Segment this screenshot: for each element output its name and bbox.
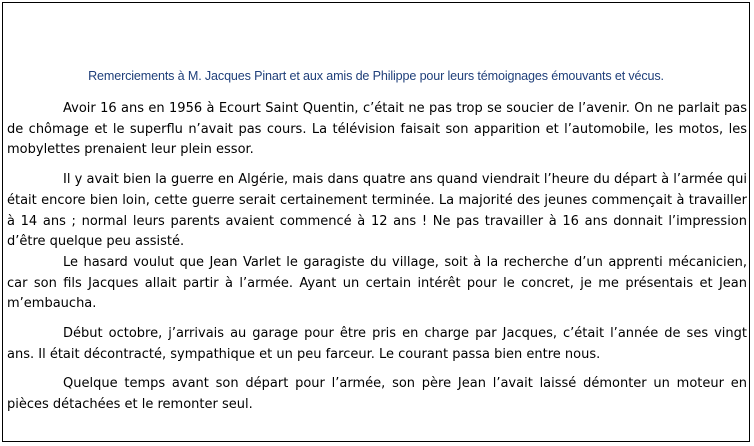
text-box — [2, 2, 750, 442]
document-body — [7, 99, 747, 416]
paragraph: Avoir 16 ans en 1956 à Ecourt Saint Quentin, c’était ne pas trop se soucier de l’avenir. On ne parlait pas de chômage et le superflu n’avait pas cours. La télévision faisait son apparition et l’automobile, les motos, les mobylettes prenaient leur plein essor. — [7, 101, 747, 158]
paragraph: Quelque temps avant son départ pour l’armée, son père Jean l’avait laissé démonter un moteur en pièces détachées et le remonter seul. — [7, 376, 747, 413]
document-heading: Remerciements à M. Jacques Pinart et aux amis de Philippe pour leurs témoignages émouvants et vécus. — [88, 69, 664, 83]
paragraph: Il y avait bien la guerre en Algérie, mais dans quatre ans quand viendrait l’heure du départ à l’armée qui était encore bien loin, cette guerre serait certainement terminée. La majorité des jeunes commençait à travailler à 14 ans ; normal leurs parents avaient commencé à 12 ans ! Ne pas travailler à 16 ans donnait l’impression d’être quelque peu assisté. — [7, 172, 747, 250]
paragraph: Début octobre, j’arrivais au garage pour être pris en charge par Jacques, c’était l’année de ses vingt ans. Il était décontracté, sympathique et un peu farceur. Le courant passa bien entre nous. — [7, 326, 747, 362]
paragraph: Le hasard voulut que Jean Varlet le garagiste du village, soit à la recherche d’un apprenti mécanicien, car son fils Jacques allait partir à l’armée. Ayant un certain intérêt pour le concret, je me présentais et Jean m’embaucha. — [7, 254, 747, 312]
